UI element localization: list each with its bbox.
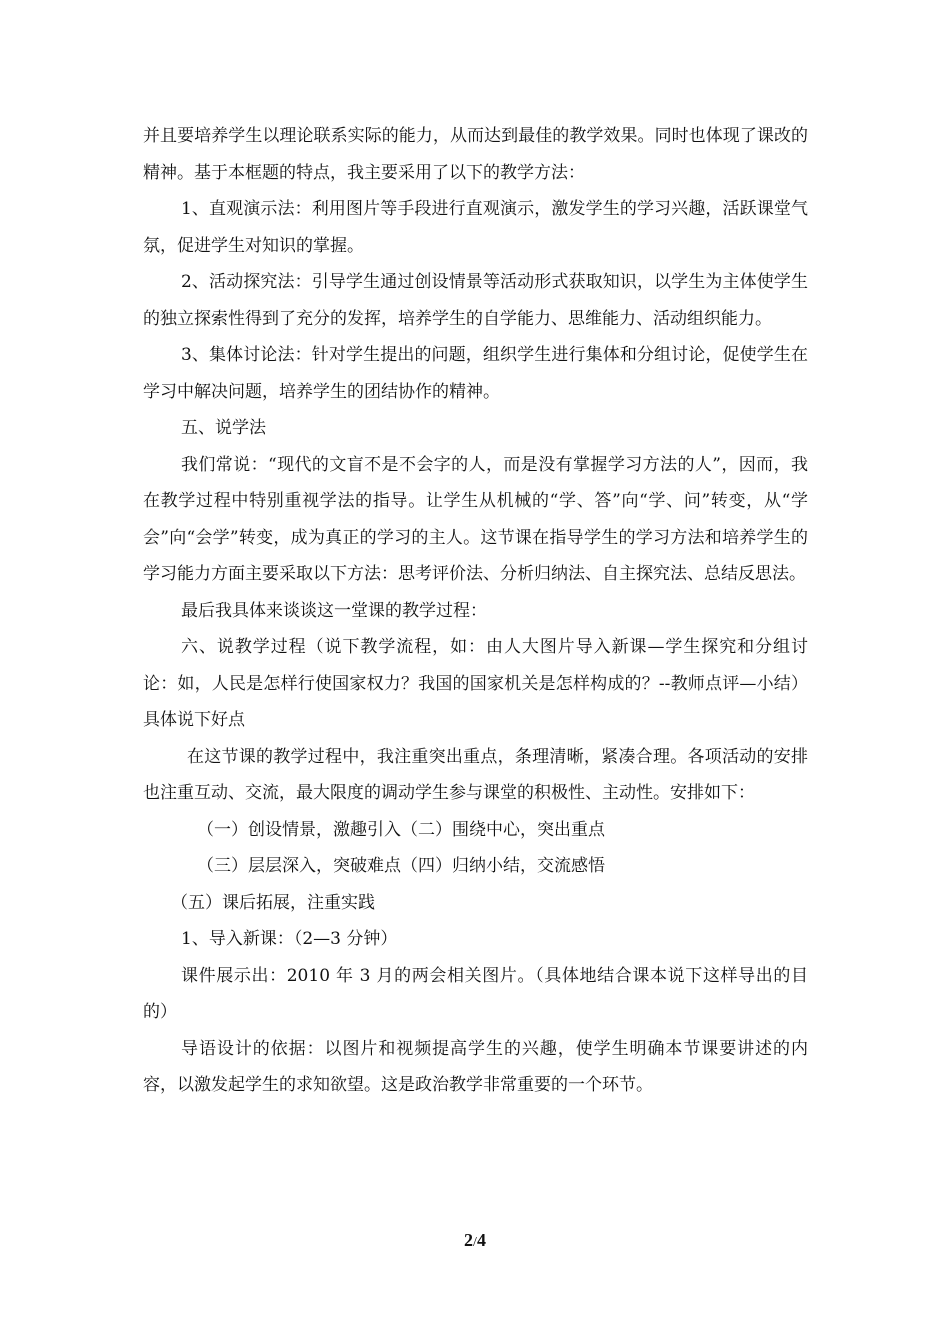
process-steps-line-3: （五）课后拓展，注重实践: [171, 892, 375, 913]
paragraph-method-1: 1、直观演示法：利用图片等手段进行直观演示，激发学生的学习兴趣，活跃课堂气氛，促进学生对知识的掌握。: [143, 199, 808, 256]
page-separator: /: [473, 1235, 477, 1250]
paragraph-method-3: 3、集体讨论法：针对学生提出的问题，组织学生进行集体和分组讨论，促使学生在学习中解决问题，培养学生的团结协作的精神。: [143, 345, 808, 402]
process-steps-line-1: （一）创设情景，激趣引入（二）围绕中心，突出重点: [197, 819, 605, 840]
paragraph-lead-design: 导语设计的依据：以图片和视频提高学生的兴趣，使学生明确本节课要讲述的内容，以激发起学生的求知欲望。这是政治教学非常重要的一个环节。: [143, 1038, 808, 1095]
paragraph-method-2: 2、活动探究法：引导学生通过创设情景等活动形式获取知识，以学生为主体使学生的独立探索性得到了充分的发挥，培养学生的自学能力、思维能力、活动组织能力。: [143, 272, 808, 329]
section-heading-teaching-process: 六、说教学过程（说下教学流程，如：由人大图片导入新课—学生探究和分组讨论：如，人民是怎样行使国家权力？我国的国家机关是怎样构成的？--教师点评—小结）具体说下好点: [143, 637, 808, 730]
total-pages-number: 4: [476, 1230, 486, 1250]
process-steps-line-2: （三）层层深入，突破难点（四）归纳小结，交流感悟: [197, 856, 605, 876]
paragraph-process-lead: 最后我具体来谈谈这一堂课的教学过程：: [181, 600, 487, 621]
paragraph-courseware: 课件展示出：2010 年 3 月的两会相关图片。（具体地结合课本说下这样导出的目的）: [143, 965, 808, 1022]
paragraph-teaching-methods-intro: 并且要培养学生以理论联系实际的能力，从而达到最佳的教学效果。同时也体现了课改的精神。基于本框题的特点，我主要采用了以下的教学方法：: [143, 126, 808, 183]
paragraph-intro-step: 1、导入新课：（2—3 分钟）: [181, 929, 398, 949]
current-page-number: 2: [464, 1230, 474, 1250]
paragraph-study-methods: 我们常说：“现代的文盲不是不会字的人，而是没有掌握学习方法的人”，因而，我在教学过程中特别重视学法的指导。让学生从机械的“学、答”向“学、问”转变，从“学会”向“会学”转变，成为真正的学习的主人。这节课在指导学生的学习方法和培养学生的学习能力方面主要采取以下方法：思考评价法、分析归纳法、自主探究法、总结反思法。: [143, 454, 808, 584]
page-number: [0, 1230, 950, 1251]
paragraph-process-overview: 在这节课的教学过程中，我注重突出重点，条理清晰，紧凑合理。各项活动的安排也注重互动、交流，最大限度的调动学生参与课堂的积极性、主动性。安排如下：: [143, 746, 808, 803]
section-heading-study-methods: 五、说学法: [181, 418, 266, 438]
document-body: [143, 118, 808, 1104]
